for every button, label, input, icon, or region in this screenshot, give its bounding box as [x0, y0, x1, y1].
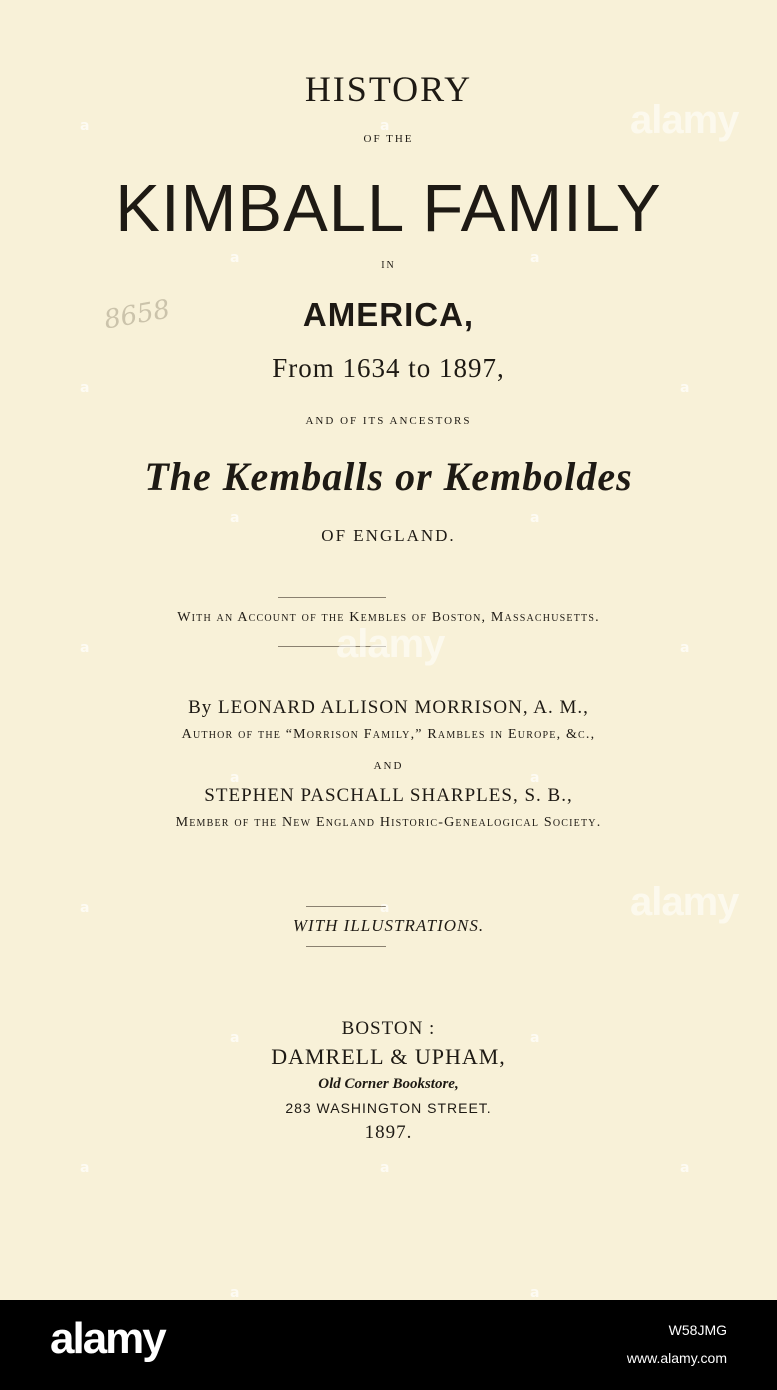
watermark-logo: alamy [630, 880, 739, 924]
footer-url: www.alamy.com [626, 1350, 727, 1366]
watermark-mark: a [380, 1160, 390, 1176]
watermark-mark: a [530, 510, 540, 526]
publisher-city: BOSTON : [341, 1018, 436, 1039]
and-line: AND [373, 760, 404, 772]
author1-description: Author of the “Morrison Family,” Rambles in Europe, &c., [181, 727, 596, 742]
watermark-mark: a [230, 1030, 240, 1046]
watermark-mark: a [230, 770, 240, 786]
watermark-mark: a [380, 900, 390, 916]
watermark-mark: a [80, 900, 90, 916]
watermark-mark: a [530, 770, 540, 786]
divider-rule [278, 597, 386, 598]
watermark-mark: a [530, 1030, 540, 1046]
pencil-annotation: 8658 [101, 294, 173, 336]
watermark-mark: a [230, 510, 240, 526]
heading-country: AMERICA, [302, 296, 475, 333]
date-range: From 1634 to 1897, [272, 353, 505, 383]
publication-year: 1897. [364, 1122, 413, 1143]
watermark-mark: a [80, 380, 90, 396]
heading-of-the: OF THE [363, 133, 414, 145]
divider-rule [306, 946, 386, 947]
watermark-mark: a [230, 1285, 240, 1300]
street-address: 283 WASHINGTON STREET. [285, 1100, 492, 1116]
footer-image-id: W58JMG [668, 1322, 727, 1338]
stock-footer [0, 1300, 777, 1390]
footer-logo: alamy [50, 1314, 165, 1363]
heading-in: IN [381, 260, 396, 271]
heading-family-name: KIMBALL FAMILY [115, 171, 662, 246]
watermark-mark: a [530, 1285, 540, 1300]
heading-history: HISTORY [304, 69, 473, 109]
and-ancestors-line: AND OF ITS ANCESTORS [305, 415, 472, 427]
author1-line: By LEONARD ALLISON MORRISON, A. M., [188, 697, 589, 718]
of-england-line: OF ENGLAND. [321, 526, 456, 545]
author2-description: Member of the New England Historic-Genealogical Society. [175, 815, 602, 830]
publisher-name: DAMRELL & UPHAM, [271, 1044, 506, 1069]
ancestor-names: The Kemballs or Kemboldes [144, 454, 633, 499]
watermark-mark: a [530, 250, 540, 266]
illustrations-line: WITH ILLUSTRATIONS. [292, 916, 485, 935]
watermark-logo: alamy [336, 622, 445, 666]
divider-rule [306, 906, 386, 907]
watermark-mark: a [80, 118, 90, 134]
watermark-logo: alamy [630, 98, 739, 142]
watermark-mark: a [680, 1160, 690, 1176]
account-line: With an Account of the Kembles of Boston, Massachusetts. [177, 610, 600, 625]
watermark-mark: a [680, 640, 690, 656]
watermark-mark: a [680, 380, 690, 396]
bookstore-line: Old Corner Bookstore, [318, 1076, 459, 1092]
watermark-mark: a [80, 1160, 90, 1176]
watermark-mark: a [380, 118, 390, 134]
watermark-mark: a [80, 640, 90, 656]
watermark-mark: a [230, 250, 240, 266]
author2-line: STEPHEN PASCHALL SHARPLES, S. B., [204, 785, 573, 806]
